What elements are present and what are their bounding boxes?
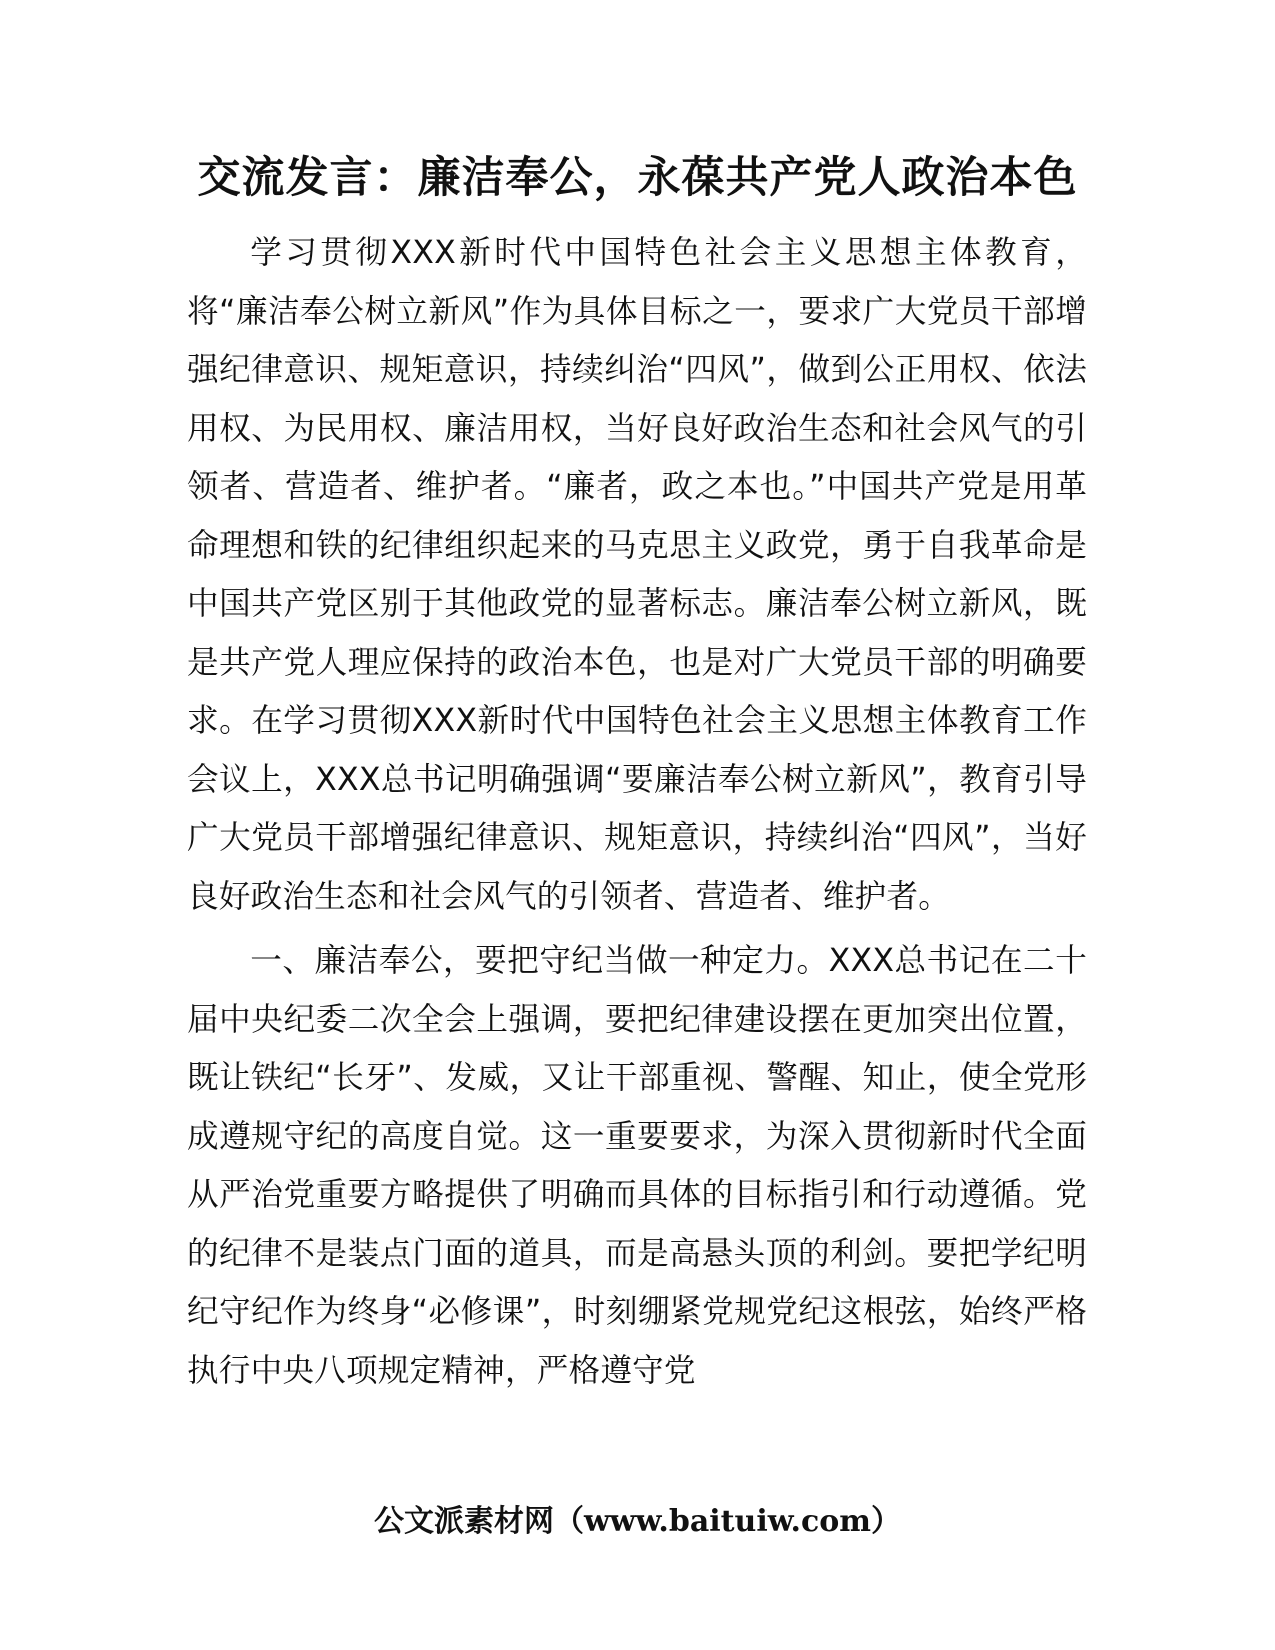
source-footer: 公文派素材网（www.baituiw.com）	[373, 1504, 902, 1539]
paragraph-intro: 学习贯彻XXX新时代中国特色社会主义思想主体教育，将“廉洁奉公树立新风”作为具体目标之一，要求广大党员干部增强纪律意识、规矩意识，持续纠治“四风”，做到公正用权、依法用权、为民用权、廉洁用权，当好良好政治生态和社会风气的引领者、营造者、维护者。“廉者，政之本也。”中国共产党是用革命理想和铁的纪律组织起来的马克思主义政党，勇于自我革命是中国共产党区别于其他政党的显著标志。廉洁奉公树立新风，既是共产党人理应保持的政治本色，也是对广大党员干部的明确要求。在学习贯彻XXX新时代中国特色社会主义思想主体教育工作会议上，XXX总书记明确强调“要廉洁奉公树立新风”，教育引导广大党员干部增强纪律意识、规矩意识，持续纠治“四风”，当好良好政治生态和社会风气的引领者、营造者、维护者。	[187, 235, 1087, 915]
paragraph-section-one: 一、廉洁奉公，要把守纪当做一种定力。XXX总书记在二十届中央纪委二次全会上强调，要把纪律建设摆在更加突出位置，既让铁纪“长牙”、发威，又让干部重视、警醒、知止，使全党形成遵规守纪的高度自觉。这一重要要求，为深入贯彻新时代全面从严治党重要方略提供了明确而具体的目标指引和行动遵循。党的纪律不是装点门面的道具，而是高悬头顶的利剑。要把学纪明纪守纪作为终身“必修课”，时刻绷紧党规党纪这根弦，始终严格执行中央八项规定精神，严格遵守党	[187, 943, 1087, 1389]
document-title: 交流发言：廉洁奉公，永葆共产党人政治本色	[197, 153, 1078, 203]
document-body	[187, 224, 1087, 1400]
